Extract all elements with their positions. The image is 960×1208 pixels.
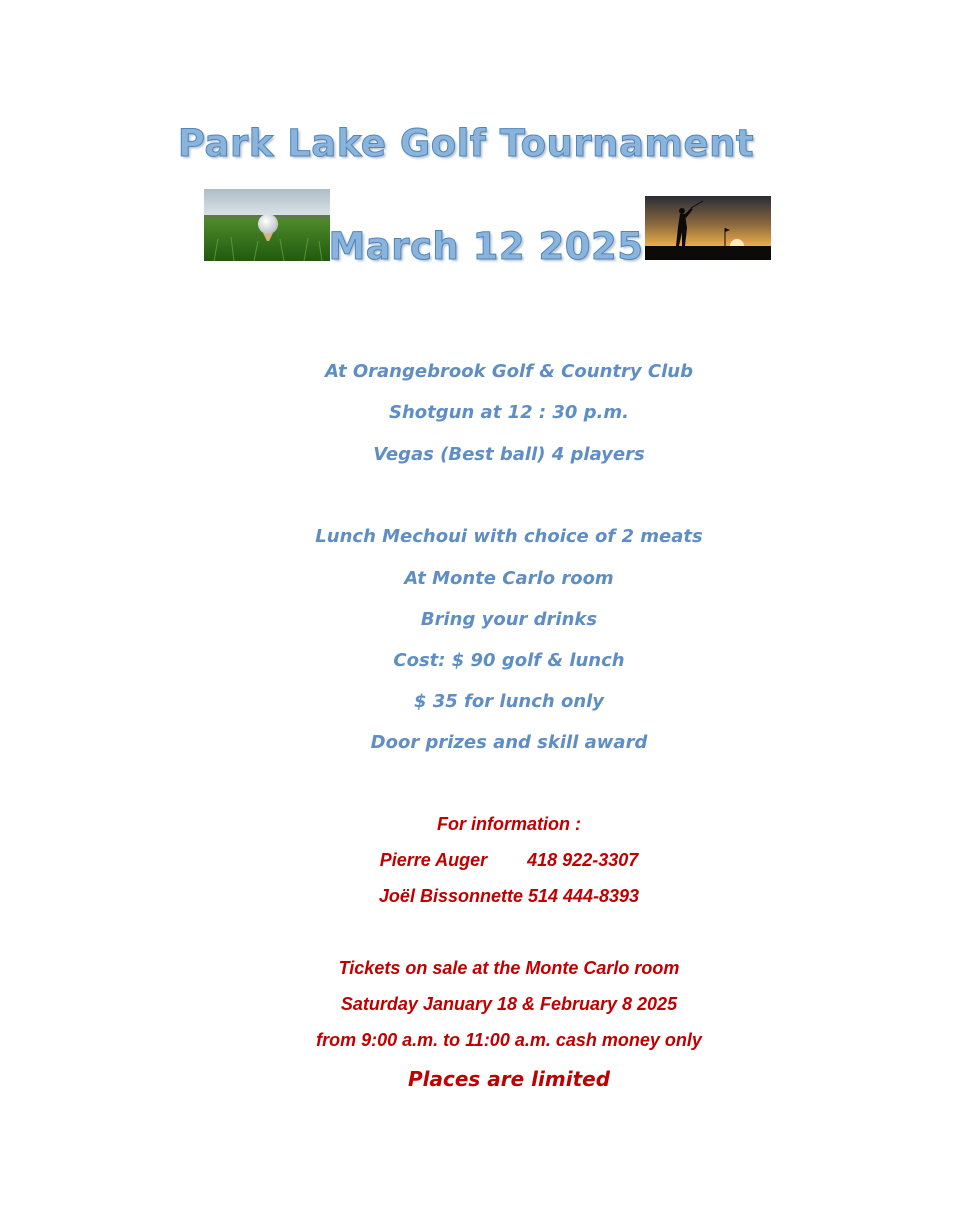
places-limited-notice: Places are limited	[407, 1067, 611, 1091]
golfer-sunset-photo	[645, 196, 771, 260]
information-heading: For information :	[437, 814, 581, 834]
format-text: Vegas (Best ball) 4 players	[373, 444, 645, 465]
room-text: At Monte Carlo room	[404, 568, 614, 589]
cost-text: Cost: $ 90 golf & lunch	[393, 650, 625, 671]
contact-joel-bissonnette: Joël Bissonnette 514 444-8393	[378, 886, 640, 906]
prizes-text: Door prizes and skill award	[370, 732, 648, 753]
tickets-location-text: Tickets on sale at the Monte Carlo room	[338, 958, 680, 978]
tickets-dates-text: Saturday January 18 & February 8 2025	[340, 994, 678, 1014]
lunch-only-cost-text: $ 35 for lunch only	[413, 691, 605, 712]
tickets-hours-text: from 9:00 a.m. to 11:00 a.m. cash money only	[316, 1030, 702, 1050]
shotgun-time-text: Shotgun at 12 : 30 p.m.	[389, 402, 629, 423]
drinks-text: Bring your drinks	[420, 609, 598, 630]
lunch-text: Lunch Mechoui with choice of 2 meats	[315, 526, 703, 547]
venue-text: At Orangebrook Golf & Country Club	[325, 361, 693, 382]
event-title: Park Lake Golf Tournament	[177, 122, 755, 165]
event-date: March 12 2025	[328, 225, 644, 268]
contact-pierre-auger: Pierre Auger 418 922-3307	[379, 850, 639, 870]
